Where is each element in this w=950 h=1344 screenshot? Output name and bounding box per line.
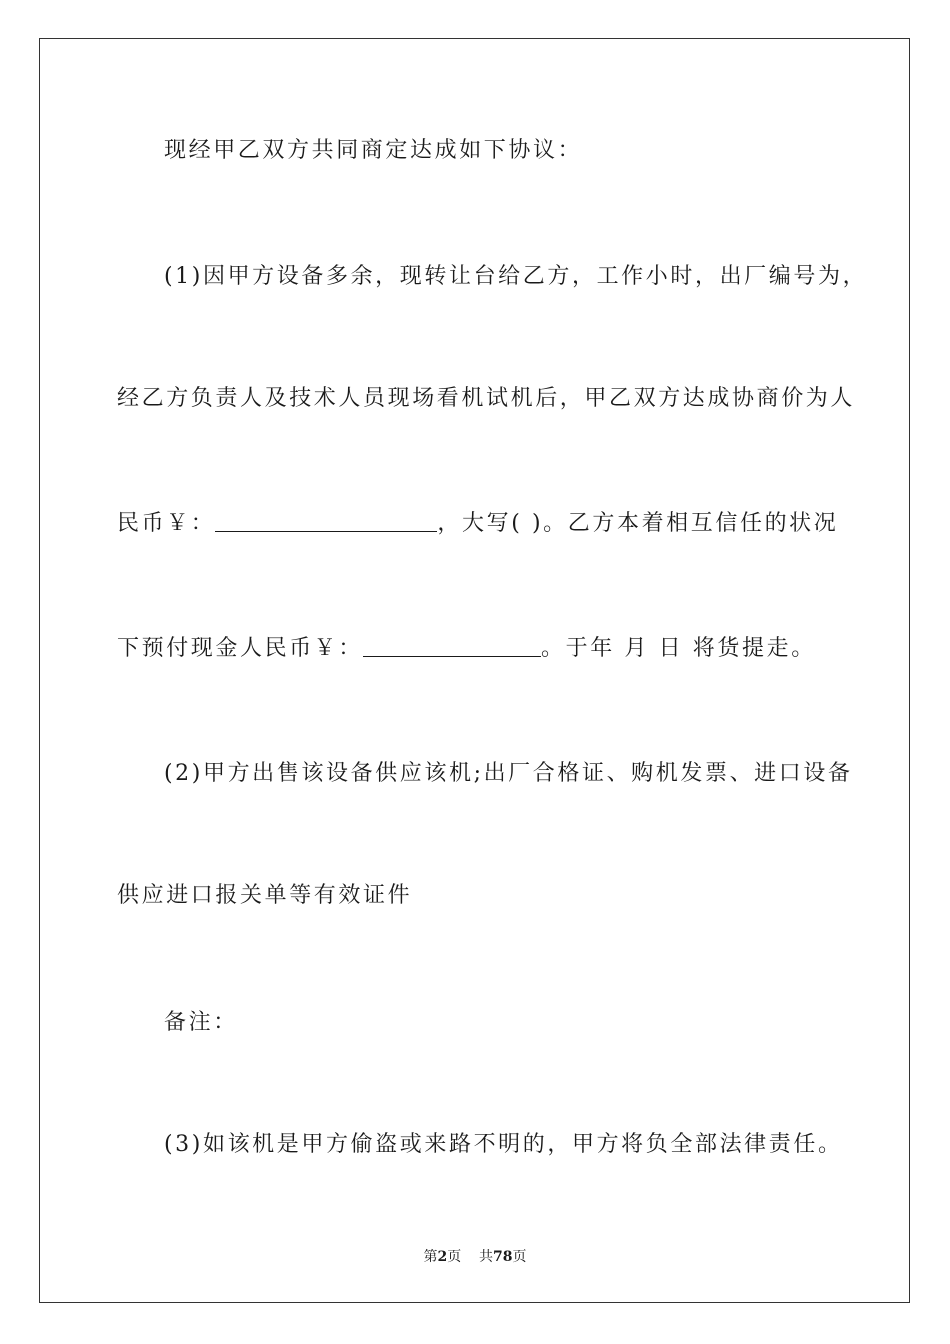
clause-1-line-2: 经乙方负责人及技术人员现场看机试机后，甲乙双方达成协商价为人	[117, 386, 856, 411]
prepay-blank	[363, 636, 541, 657]
footer-page-suffix: 页	[447, 1249, 462, 1265]
footer-total-suffix: 页	[512, 1249, 527, 1265]
footer-total-prefix: 共	[479, 1249, 494, 1265]
prepay-text: 。于年 月 日 将货提走。	[541, 636, 816, 661]
prepay-label: 下预付现金人民币￥：	[117, 636, 364, 661]
price-label: 民币￥：	[117, 511, 216, 536]
clause-1-line-4	[117, 634, 816, 664]
footer-page-prefix: 第	[423, 1249, 438, 1265]
page-footer	[0, 1247, 950, 1267]
price-blank	[215, 511, 437, 532]
clause-3-line-1: (3)如该机是甲方偷盗或来路不明的，甲方将负全部法律责任。	[164, 1132, 843, 1157]
clause-2-line-1: (2)甲方出售该设备供应该机;出厂合格证、购机发票、进口设备	[164, 761, 853, 786]
price-text: ，大写( )。乙方本着相互信任的状况	[437, 511, 839, 536]
page-frame	[39, 38, 910, 1303]
paragraph-intro: 现经甲乙双方共同商定达成如下协议：	[164, 138, 583, 163]
footer-page-number: 2	[437, 1249, 448, 1265]
footer-total-pages: 78	[493, 1249, 513, 1265]
clause-2-line-2: 供应进口报关单等有效证件	[117, 883, 413, 908]
remarks-label: 备注：	[164, 1010, 238, 1035]
clause-1-line-1: (1)因甲方设备多余，现转让台给乙方，工作小时，出厂编号为，	[164, 264, 868, 289]
clause-1-line-3	[117, 509, 838, 539]
